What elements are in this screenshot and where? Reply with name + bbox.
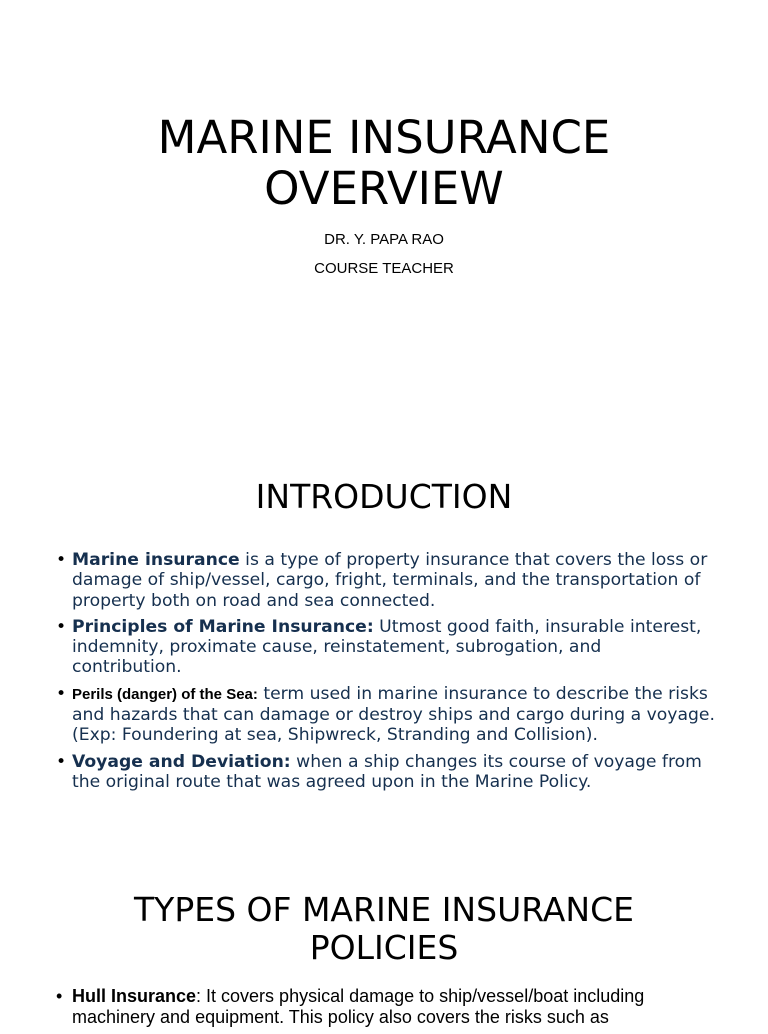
introduction-heading-text: INTRODUCTION bbox=[255, 477, 513, 516]
list-item bbox=[56, 617, 716, 678]
list-item bbox=[56, 684, 716, 746]
bullet-text: when a ship changes its course of voyage from the original route that was agreed upon in the Marine Policy. bbox=[72, 751, 702, 792]
bullet-term: Marine insurance bbox=[72, 550, 240, 570]
introduction-bullet-list bbox=[56, 550, 716, 798]
main-title bbox=[0, 112, 768, 214]
bullet-text: Utmost good faith, insurable interest, indemnity, proximate cause, reinstatement, subrogation, and contribution. bbox=[72, 616, 702, 678]
author-role: COURSE TEACHER bbox=[314, 260, 454, 277]
main-title-line-2: OVERVIEW bbox=[264, 162, 504, 215]
types-heading-line-1: TYPES OF MARINE INSURANCE bbox=[134, 890, 634, 929]
bullet-text: is a type of property insurance that covers the loss or damage of ship/vessel, cargo, fright, terminals, and the transportation of property both on road and sea connected. bbox=[72, 550, 708, 611]
bullet-term: Voyage and Deviation: bbox=[72, 751, 291, 772]
introduction-heading bbox=[0, 478, 768, 516]
bullet-text: : It covers physical damage to ship/vessel/boat including machinery and equipment. This policy also covers the risks such as bbox=[72, 986, 645, 1027]
list-item bbox=[56, 986, 716, 1028]
types-bullet-list bbox=[56, 986, 716, 1034]
types-heading-line-2: POLICIES bbox=[309, 928, 459, 967]
main-title-line-1: MARINE INSURANCE bbox=[157, 111, 611, 164]
bullet-term: Principles of Marine Insurance: bbox=[72, 616, 374, 637]
bullet-term: Perils (danger) of the Sea: bbox=[72, 685, 258, 703]
title-slide bbox=[0, 0, 768, 420]
types-heading bbox=[0, 891, 768, 967]
list-item bbox=[56, 550, 716, 611]
bullet-text: term used in marine insurance to describe the risks and hazards that can damage or destroy ships and cargo during a voyage. (Exp: Foundering at sea, Shipwreck, Stranding and Collision). bbox=[72, 683, 715, 746]
bullet-term: Hull Insurance bbox=[72, 986, 197, 1006]
author-name: DR. Y. PAPA RAO bbox=[324, 231, 444, 248]
list-item bbox=[56, 752, 716, 793]
